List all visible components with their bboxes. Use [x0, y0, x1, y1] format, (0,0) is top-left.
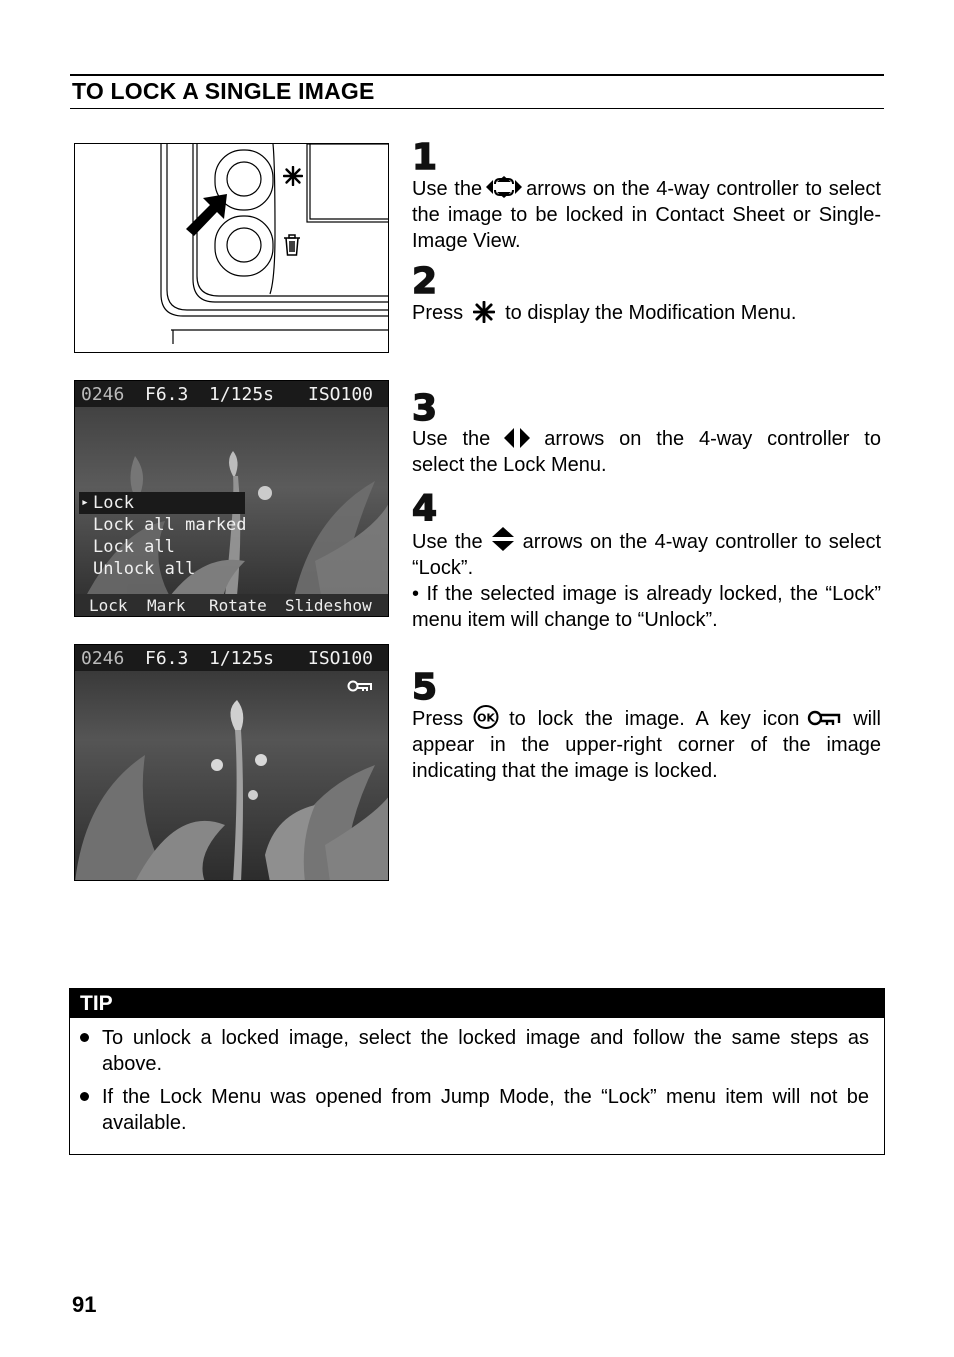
menu-item-unlock-all[interactable]: Unlock all — [93, 559, 196, 579]
page-title: TO LOCK A SINGLE IMAGE — [72, 78, 375, 104]
iso-value: ISO100 — [308, 384, 374, 405]
frame-number: 0246 — [81, 384, 125, 405]
lcd-bottom-menu — [75, 594, 388, 616]
lcd-locked-image-screenshot — [74, 644, 389, 881]
tab-rotate[interactable]: Rotate — [209, 596, 267, 615]
iso-value: ISO100 — [308, 648, 374, 669]
tip-bullet-1 — [80, 1033, 89, 1042]
step-1-after: arrows on the 4-way controller to select the image to be locked in Contact Sheet or Single-Image View. — [412, 178, 881, 252]
left-right-arrows-icon — [502, 427, 532, 449]
heading-underline — [70, 108, 884, 109]
step-1-before: Use the — [412, 178, 483, 200]
tip-item-2: If the Lock Menu was opened from Jump Mode, the “Lock” menu item will not be available. — [102, 1086, 869, 1134]
step-1-number: 1 — [412, 137, 438, 178]
menu-item-lock-all-marked[interactable]: Lock all marked — [93, 515, 247, 535]
step-5-before: Press — [412, 708, 464, 730]
step-4-after: arrows on the 4-way controller to select “Lock”. — [412, 531, 881, 579]
step-5-middle: to lock the image. A key icon — [509, 708, 800, 730]
tip-title: TIP — [70, 989, 884, 1018]
step-1-text — [412, 175, 881, 254]
camera-back-illustration — [74, 143, 389, 353]
step-5-text — [412, 705, 881, 784]
lock-menu — [79, 492, 249, 580]
step-4-number: 4 — [412, 488, 438, 529]
ok-button-icon — [473, 705, 499, 729]
step-3-number: 3 — [412, 388, 438, 429]
tab-mark[interactable]: Mark — [147, 596, 186, 615]
aperture-value: F6.3 — [145, 648, 189, 669]
shutter-value: 1/125s — [209, 648, 275, 669]
up-down-arrows-icon — [491, 526, 515, 552]
step-5-number: 5 — [412, 667, 438, 708]
four-way-arrows-icon — [485, 175, 523, 199]
menu-item-lock-all[interactable]: Lock all — [93, 537, 175, 557]
page-number: 91 — [72, 1292, 97, 1317]
modify-star-icon — [473, 301, 495, 323]
top-rule — [70, 74, 884, 76]
step-2-number: 2 — [412, 261, 438, 302]
aperture-value: F6.3 — [145, 384, 189, 405]
tab-lock[interactable]: Lock — [89, 596, 128, 615]
key-icon — [807, 707, 841, 729]
step-3-text — [412, 426, 881, 478]
step-5-after: will appear in the upper-right corner of the image indicating that the image is locked. — [412, 708, 881, 782]
tab-slideshow[interactable]: Slideshow — [285, 596, 372, 615]
step-3-after: arrows on the 4-way controller to select the Lock Menu. — [412, 428, 881, 476]
lcd-info-bar — [75, 645, 388, 671]
step-3-before: Use the — [412, 428, 491, 450]
svg-text:OK: OK — [477, 711, 496, 725]
selection-marker: ▸ — [81, 495, 89, 510]
tip-box — [69, 988, 885, 1155]
tip-item-1: To unlock a locked image, select the locked image and follow the same steps as above. — [102, 1027, 869, 1075]
step-4-text — [412, 526, 881, 633]
menu-item-lock[interactable]: ▸ Lock — [79, 492, 245, 514]
frame-number: 0246 — [81, 648, 125, 669]
shutter-value: 1/125s — [209, 384, 275, 405]
lcd-info-bar — [75, 381, 388, 407]
step-2-before: Press — [412, 302, 464, 324]
trash-icon — [283, 234, 301, 256]
step-4-note: • If the selected image is already locked, the “Lock” menu item will change to “Unlock”. — [412, 583, 881, 631]
step-2-text — [412, 300, 881, 326]
pointer-arrow-icon — [183, 192, 229, 238]
step-4-before: Use the — [412, 531, 483, 553]
step-2-after: to display the Modification Menu. — [505, 302, 797, 324]
tip-bullet-2 — [80, 1092, 89, 1101]
key-icon — [347, 678, 373, 694]
modify-star-icon — [283, 166, 303, 186]
lcd-lock-menu-screenshot — [74, 380, 389, 617]
